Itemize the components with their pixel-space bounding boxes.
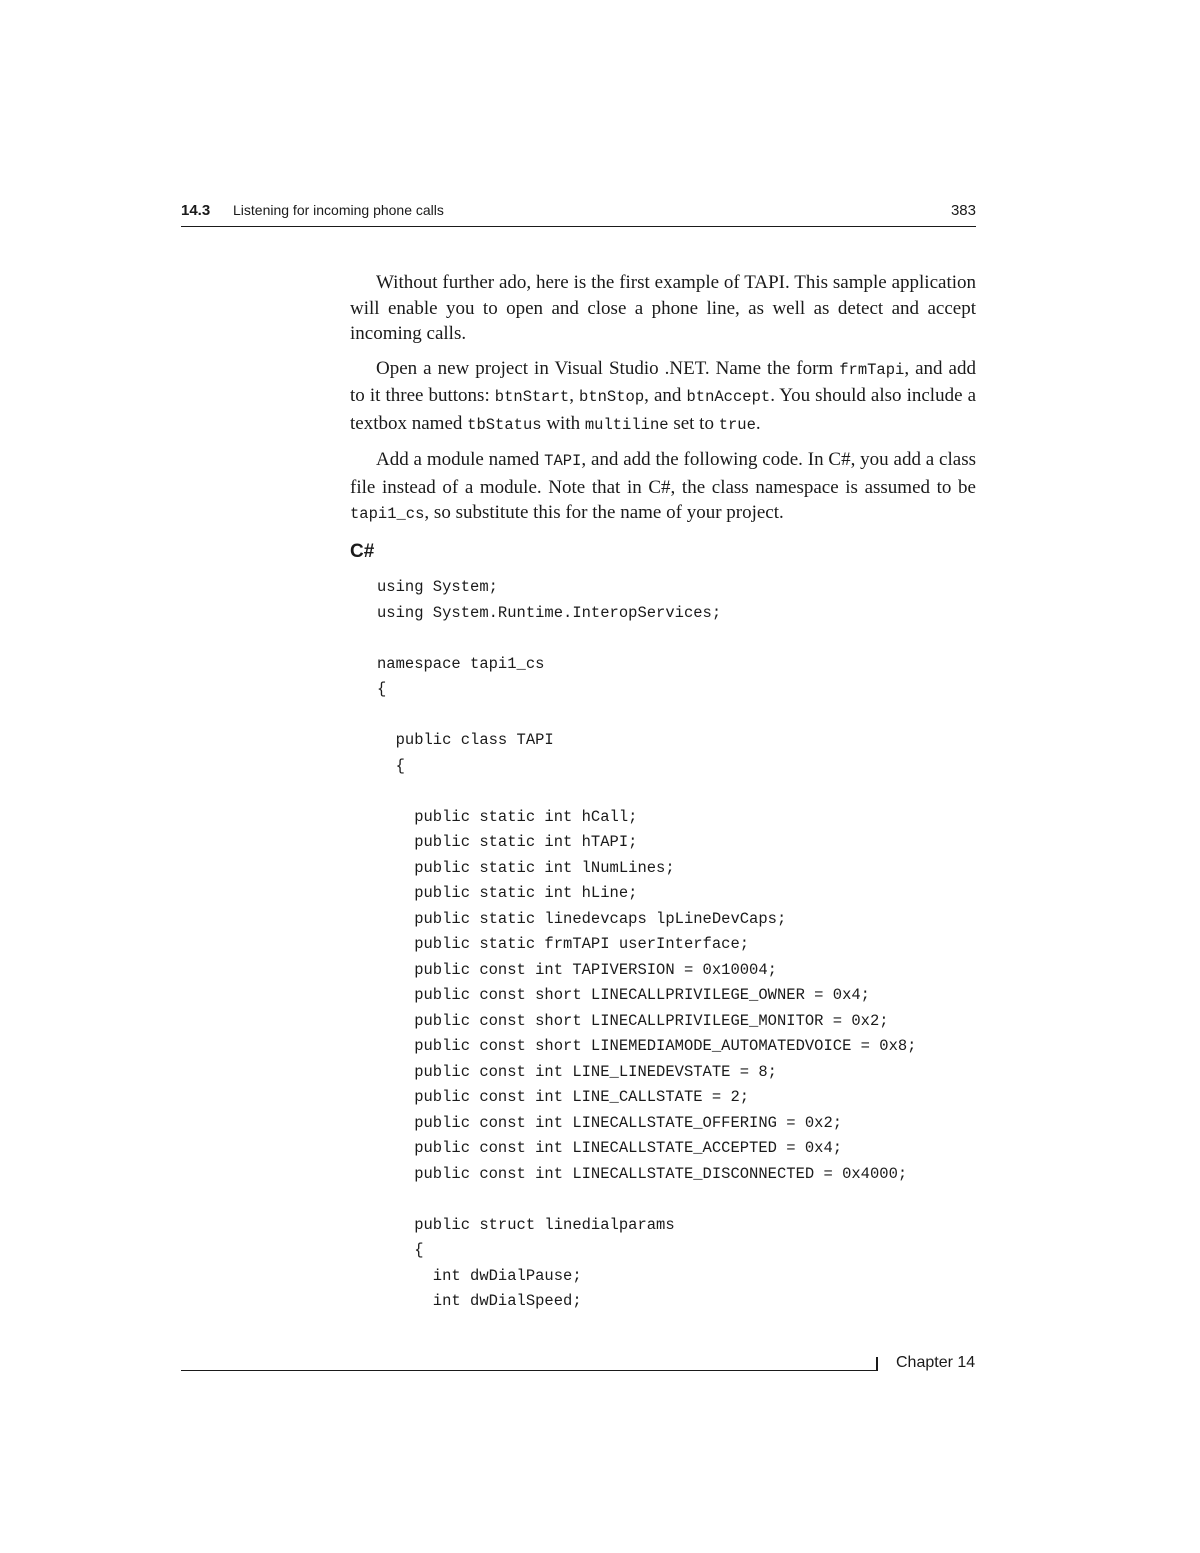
- inline-code: btnAccept: [686, 388, 771, 406]
- code-line: public const int LINE_LINEDEVSTATE = 8;: [377, 1062, 777, 1081]
- inline-code: btnStart: [494, 388, 570, 406]
- body-text: [350, 270, 976, 537]
- paragraph-intro: Without further ado, here is the first example of TAPI. This sample application will enable you to open and close a phone line, as well as detect and accept incoming calls.: [350, 272, 976, 344]
- chapter-label: Chapter 14: [896, 1354, 976, 1371]
- inline-code: tbStatus: [467, 415, 542, 434]
- inline-code: frmTapi: [839, 360, 905, 379]
- code-line: public const int LINE_CALLSTATE = 2;: [377, 1088, 750, 1106]
- code-line: public const int TAPIVERSION = 0x10004;: [377, 960, 777, 979]
- code-line: [377, 626, 977, 652]
- code-line: using System.Runtime.InteropServices;: [377, 603, 722, 622]
- code-line: public const int LINECALLSTATE_DISCONNECTED = 0x4000;: [377, 1164, 908, 1183]
- section-title: Listening for incoming phone calls: [233, 202, 444, 218]
- code-listing: [377, 575, 977, 1315]
- footer-rule: [181, 1370, 876, 1371]
- inline-code: btnStop: [579, 388, 645, 406]
- running-head: [181, 200, 976, 224]
- code-line: public static frmTAPI userInterface;: [377, 935, 750, 953]
- inline-code: multiline: [584, 415, 669, 434]
- code-line: int dwDialSpeed;: [377, 1292, 582, 1310]
- code-language-label: C#: [350, 541, 375, 562]
- section-number: 14.3: [181, 202, 211, 219]
- code-line: public static int hTAPI;: [377, 833, 638, 851]
- code-line: namespace tapi1_cs: [377, 654, 545, 673]
- code-line: {: [377, 680, 387, 698]
- code-line: [377, 779, 977, 805]
- code-line: public static int lNumLines;: [377, 858, 675, 877]
- code-line: public static linedevcaps lpLineDevCaps;: [377, 909, 787, 928]
- code-line: {: [377, 1241, 424, 1259]
- code-line: int dwDialPause;: [377, 1266, 582, 1285]
- code-line: public const int LINECALLSTATE_OFFERING = 0x2;: [377, 1113, 843, 1132]
- footer-tick: [876, 1357, 878, 1371]
- paragraph-module: Add a module named TAPI, and add the following code. In C#, you add a class file instead of a module. Note that in C#, the class namespace is assumed to be tapi1_cs, so substitute this for the name of your project.: [350, 449, 976, 523]
- code-line: {: [377, 756, 405, 775]
- code-line: public static int hCall;: [377, 807, 638, 826]
- code-line: public class TAPI: [377, 731, 554, 749]
- code-line: [377, 1187, 977, 1213]
- code-line: public const short LINEMEDIAMODE_AUTOMATEDVOICE = 0x8;: [377, 1037, 917, 1055]
- code-line: public const int LINECALLSTATE_ACCEPTED = 0x4;: [377, 1139, 843, 1157]
- code-line: public const short LINECALLPRIVILEGE_MONITOR = 0x2;: [377, 1011, 889, 1030]
- code-line: public const short LINECALLPRIVILEGE_OWNER = 0x4;: [377, 986, 870, 1004]
- inline-code: true: [718, 415, 756, 434]
- inline-code: TAPI: [544, 452, 582, 470]
- code-line: public struct linedialparams: [377, 1215, 675, 1234]
- code-line: using System;: [377, 578, 498, 596]
- code-line: [377, 703, 977, 729]
- inline-code: tapi1_cs: [350, 505, 425, 523]
- code-line: public static int hLine;: [377, 884, 638, 902]
- paragraph-project-setup: Open a new project in Visual Studio .NET. Name the form frmTapi, and add to it three buttons: btnStart, btnStop, and btnAccept. You should also include a textbox named tbStatus with multiline set to true.: [350, 357, 976, 434]
- header-rule: [181, 226, 976, 227]
- page-number: 383: [950, 202, 976, 219]
